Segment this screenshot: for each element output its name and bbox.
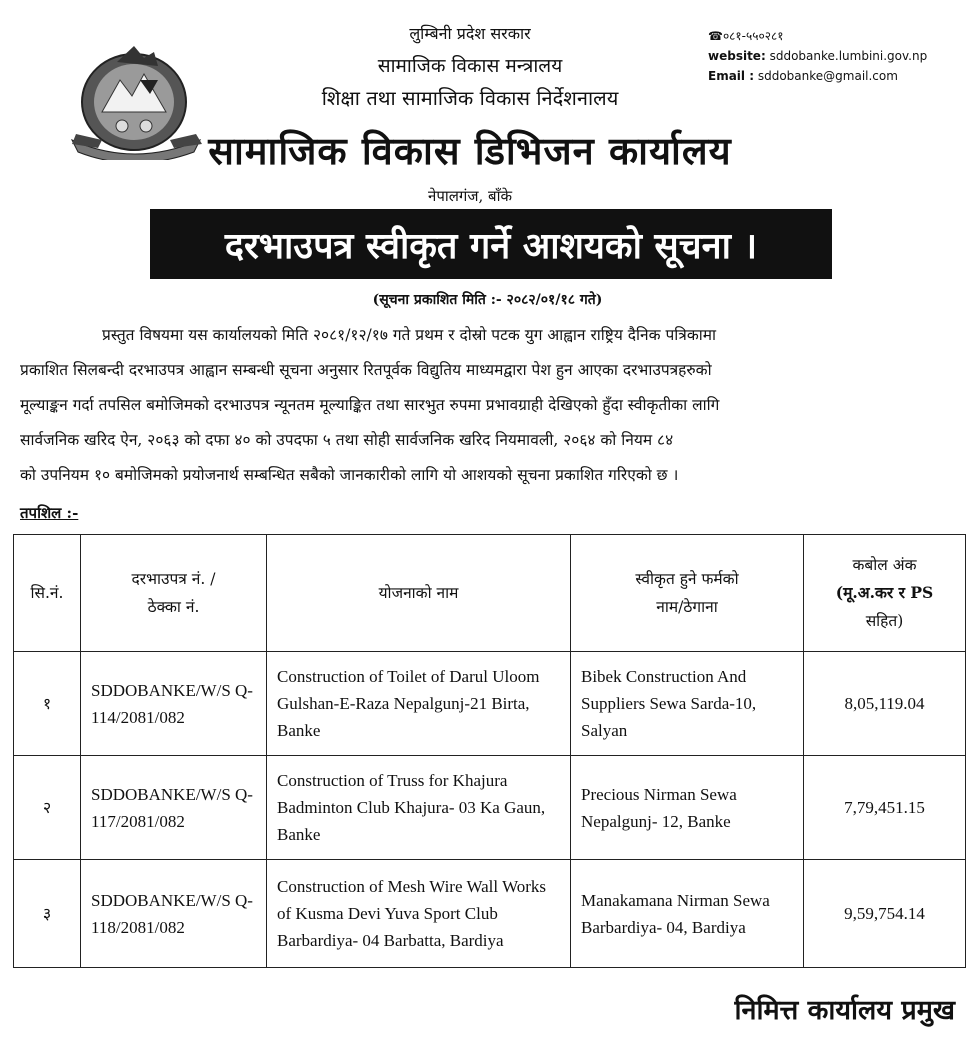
email-line [708,66,927,86]
header-firm [571,535,804,652]
province-government-line: लुम्बिनी प्रदेश सरकार [409,24,531,43]
email-link[interactable]: sddobanke@gmail.com [757,69,898,83]
header-project-name: योजनाको नाम [267,535,571,652]
header-amount-line2: (मू.अ.कर र PS [835,583,934,602]
cell-project-name: Construction of Mesh Wire Wall Works of Kusma Devi Yuva Sport Club Barbardiya- 04 Barbatta, Bardiya [267,860,571,968]
website-link[interactable]: sddobanke.lumbini.gov.np [769,49,928,63]
table-row [14,652,966,756]
cell-sn: २ [14,756,81,860]
cell-amount: 7,79,451.15 [804,756,966,860]
header-bid-number-line1: दरभाउपत्र नं. / [131,570,216,588]
cell-project-name: Construction of Truss for Khajura Badminton Club Khajura- 03 Ka Gaun, Banke [267,756,571,860]
paragraph-line: मूल्याङ्कन गर्दा तपसिल बमोजिमको दरभाउपत्र न्यूनतम मूल्याङ्कित तथा सारभुत रुपमा प्रभावग्राही देखिएको हुँदा स्वीकृतीका लागि [20,396,720,414]
header-sn: सि.नं. [14,535,81,652]
cell-bid-number: SDDOBANKE/W/S Q-117/2081/082 [81,756,267,860]
table-header-row [14,535,966,652]
details-label: तपशिल :- [20,504,79,522]
header-firm-line2: नाम/ठेगाना [656,598,718,616]
bid-results-table [13,534,966,968]
header-amount [804,535,966,652]
header-amount-line1: कबोल अंक [852,556,917,574]
email-label: Email : [708,69,755,83]
notice-paragraph [20,318,956,493]
cell-firm: Precious Nirman Sewa Nepalgunj- 12, Banke [571,756,804,860]
office-location: नेपालगंज, बाँके [428,187,512,205]
table-row [14,756,966,860]
header-firm-line1: स्वीकृत हुने फर्मको [635,570,739,588]
ministry-line: सामाजिक विकास मन्त्रालय [377,55,563,77]
office-title: सामाजिक विकास डिभिजन कार्यालय [208,128,732,173]
nepal-government-emblem [62,40,212,160]
publish-date: (सूचना प्रकाशित मिति :- २०८२/०१/१८ गते) [372,292,603,308]
notice-title-banner: दरभाउपत्र स्वीकृत गर्ने आशयको सूचना । [150,209,832,279]
paragraph-line: प्रस्तुत विषयमा यस कार्यालयको मिति २०८१/१२/१७ गते प्रथम र दोस्रो पटक युग आह्वान राष्ट्रिय दैनिक पत्रिकामा [102,326,717,344]
cell-project-name: Construction of Toilet of Darul Uloom Gulshan-E-Raza Nepalgunj-21 Birta, Banke [267,652,571,756]
paragraph-line: सार्वजनिक खरिद ऐन, २०६३ को दफा ४० को उपदफा ५ तथा सोही सार्वजनिक खरिद नियमावली, २०६४ को नियम ८४ [20,431,674,449]
cell-firm: Bibek Construction And Suppliers Sewa Sarda-10, Salyan [571,652,804,756]
website-line [708,46,927,66]
header-bid-number [81,535,267,652]
paragraph-line: प्रकाशित सिलबन्दी दरभाउपत्र आह्वान सम्बन्धी सूचना अनुसार रितपूर्वक विद्युतिय माध्यमद्वारा पेश हुन आएका दरभाउपत्रहरुको [20,361,712,379]
cell-bid-number: SDDOBANKE/W/S Q-118/2081/082 [81,860,267,968]
cell-sn: ३ [14,860,81,968]
cell-firm: Manakamana Nirman Sewa Barbardiya- 04, Bardiya [571,860,804,968]
directorate-line: शिक्षा तथा सामाजिक विकास निर्देशनालय [321,86,619,110]
table-row [14,860,966,968]
signatory-title: निमित्त कार्यालय प्रमुख [734,995,955,1026]
paragraph-line: को उपनियम १० बमोजिमको प्रयोजनार्थ सम्बन्धित सबैको जानकारीको लागि यो आशयको सूचना प्रकाशित गरिएको छ । [20,466,679,484]
phone-number: ☎०८१-५५०२८१ [708,29,784,43]
header-amount-line3: सहित) [865,612,904,630]
header-bid-number-line2: ठेक्का नं. [147,598,200,616]
cell-amount: 9,59,754.14 [804,860,966,968]
contact-block [708,26,927,86]
cell-sn: १ [14,652,81,756]
website-label: website: [708,49,766,63]
cell-amount: 8,05,119.04 [804,652,966,756]
cell-bid-number: SDDOBANKE/W/S Q-114/2081/082 [81,652,267,756]
